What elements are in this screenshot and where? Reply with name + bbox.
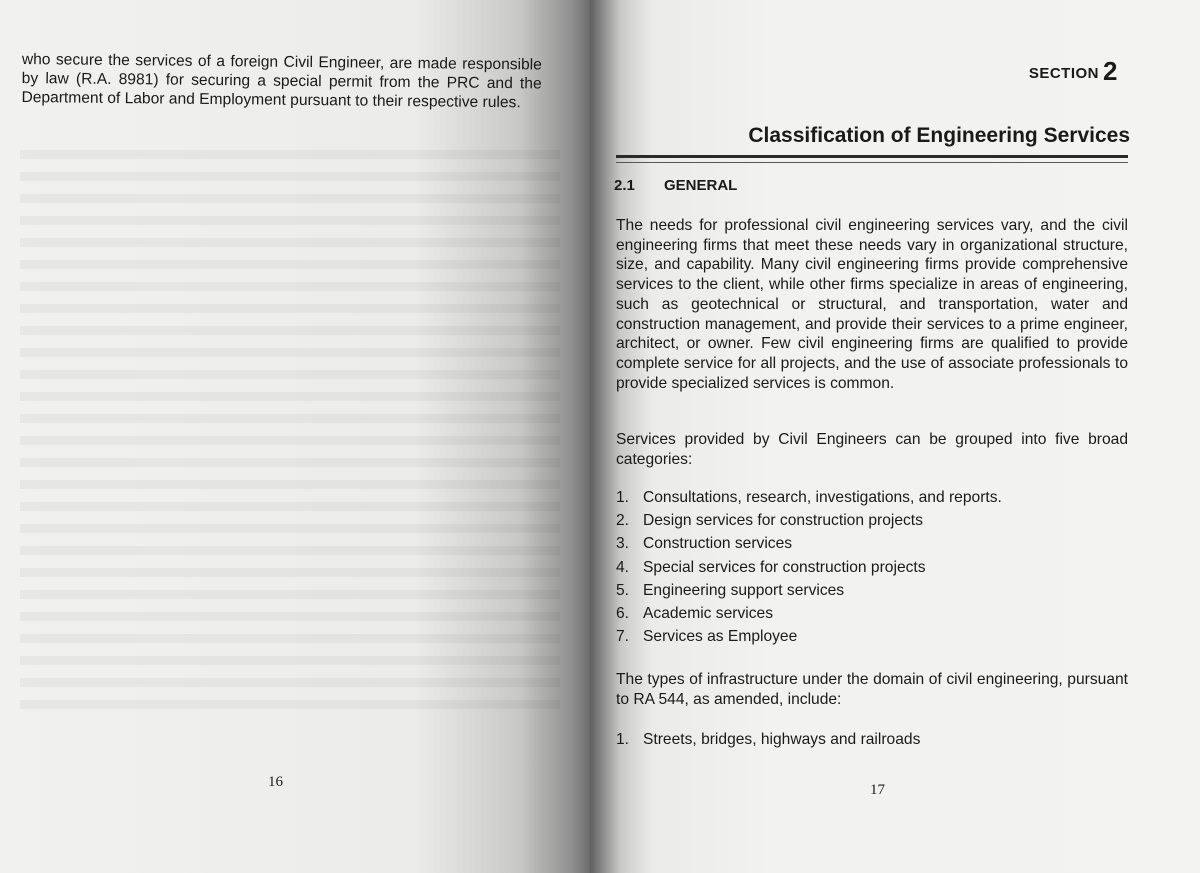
bleed-through-shading <box>20 150 560 710</box>
section-label <box>1029 56 1118 87</box>
paragraph-infrastructure-intro: The types of infrastructure under the domain of civil engineering, pursuant to RA 544, as amended, include: <box>616 671 1128 708</box>
list-item: 7. Services as Employee <box>616 628 798 646</box>
infrastructure-list <box>616 728 1128 751</box>
left-page <box>0 0 590 873</box>
right-page-number: 17 <box>870 782 885 798</box>
list-item: 4. Special services for construction projects <box>616 558 926 576</box>
title-rule <box>616 155 1128 158</box>
list-item: 6. Academic services <box>616 605 773 623</box>
right-page <box>590 0 1200 873</box>
list-item: 5. Engineering support services <box>616 581 845 599</box>
list-item: 1. Consultations, research, investigations, and reports. <box>616 489 1002 506</box>
list-item: 3. Construction services <box>616 535 793 553</box>
categories-list <box>616 486 1128 648</box>
title-rule-thin <box>616 162 1128 163</box>
section-heading <box>614 177 737 194</box>
paragraph-categories-intro: Services provided by Civil Engineers can be grouped into five broad categories: <box>616 431 1128 468</box>
left-page-number: 16 <box>268 774 283 790</box>
list-item: 2. Design services for construction projects <box>616 512 923 530</box>
heading-text: GENERAL <box>664 177 738 194</box>
heading-number: 2.1 <box>614 177 635 194</box>
section-label-text: SECTION <box>1028 65 1100 82</box>
chapter-title: Classification of Engineering Services <box>748 124 1130 147</box>
section-number: 2 <box>1103 56 1118 86</box>
paragraph-general: The needs for professional civil engineering services vary, and the civil engineering firms that meet these needs vary in organizational structure, size, and capability. Many civil engineering firms provide comprehensive services to the client, while other firms specialize in areas of engineering, such as geotechnical or structural, and transportation, water and construction management, and provide their services to a prime engineer, architect, or owner. Few civil engineering firms are qualified to provide complete service for all projects, and the use of associate professionals to provide specialized services is common. <box>616 217 1128 392</box>
list-item: 1. Streets, bridges, highways and railroads <box>616 731 921 748</box>
left-page-paragraph: who secure the services of a foreign Civil Engineer, are made responsible by law (R.A. 8981) for securing a special permit from the PRC and the Department of Labor and Employment pursuant to their respective rules. <box>21 50 542 111</box>
